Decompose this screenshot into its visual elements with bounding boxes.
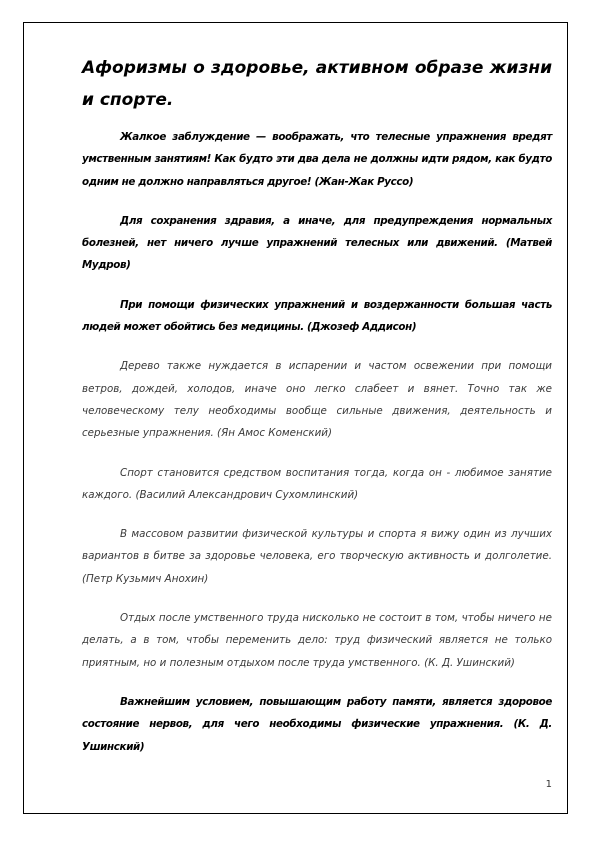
quote-anokhin: В массовом развитии физической культуры и спорта я вижу один из лучших вариантов в битве за здоровье человека, его творческую активность и долголетие. (Петр Кузьмич Анохин) [82, 528, 552, 585]
quote-addison: При помощи физических упражнений и воздержанности большая часть людей может обойтись без медицины. (Джозеф Аддисон) [82, 298, 552, 334]
quote-mudrov: Для сохранения здравия, а иначе, для предупреждения нормальных болезней, нет ничего лучше упражнений телесных или движений. (Матвей Мудров) [82, 214, 552, 272]
quote-comenius: Дерево также нуждается в испарении и частом освежении при помощи ветров, дождей, холодов, иначе оно легко слабеет и вянет. Точно так же человеческому телу необходимы вообще сильные движения, деятельность и серьезные упражнения. (Ян Амос Коменский) [82, 360, 552, 440]
quote-ushinsky-memory: Важнейшим условием, повышающим работу памяти, является здоровое состояние нервов, для чего необходимы физические упражнения. (К. Д. Ушинский) [82, 695, 552, 753]
quote-rousseau: Жалкое заблуждение — воображать, что телесные упражнения вредят умственным занятиям! Как будто эти два дела не должны идти рядом, как будто одним не должно направляться другое! (Жан-Жак Руссо) [82, 131, 552, 188]
quotes-list [82, 126, 552, 775]
document-title: Афоризмы о здоровье, активном образе жизни и спорте. [82, 58, 552, 110]
quote-sukhomlinsky: Спорт становится средством воспитания тогда, когда он - любимое занятие каждого. (Василий Александрович Сухомлинский) [82, 466, 552, 501]
quote-ushinsky-rest: Отдых после умственного труда нисколько не состоит в том, чтобы ничего не делать, а в том, чтобы переменить дело: труд физический является не только приятным, но и полезным отдыхом после труда умственного. (К. Д. Ушинский) [82, 612, 552, 669]
page-number: 1 [545, 779, 552, 790]
